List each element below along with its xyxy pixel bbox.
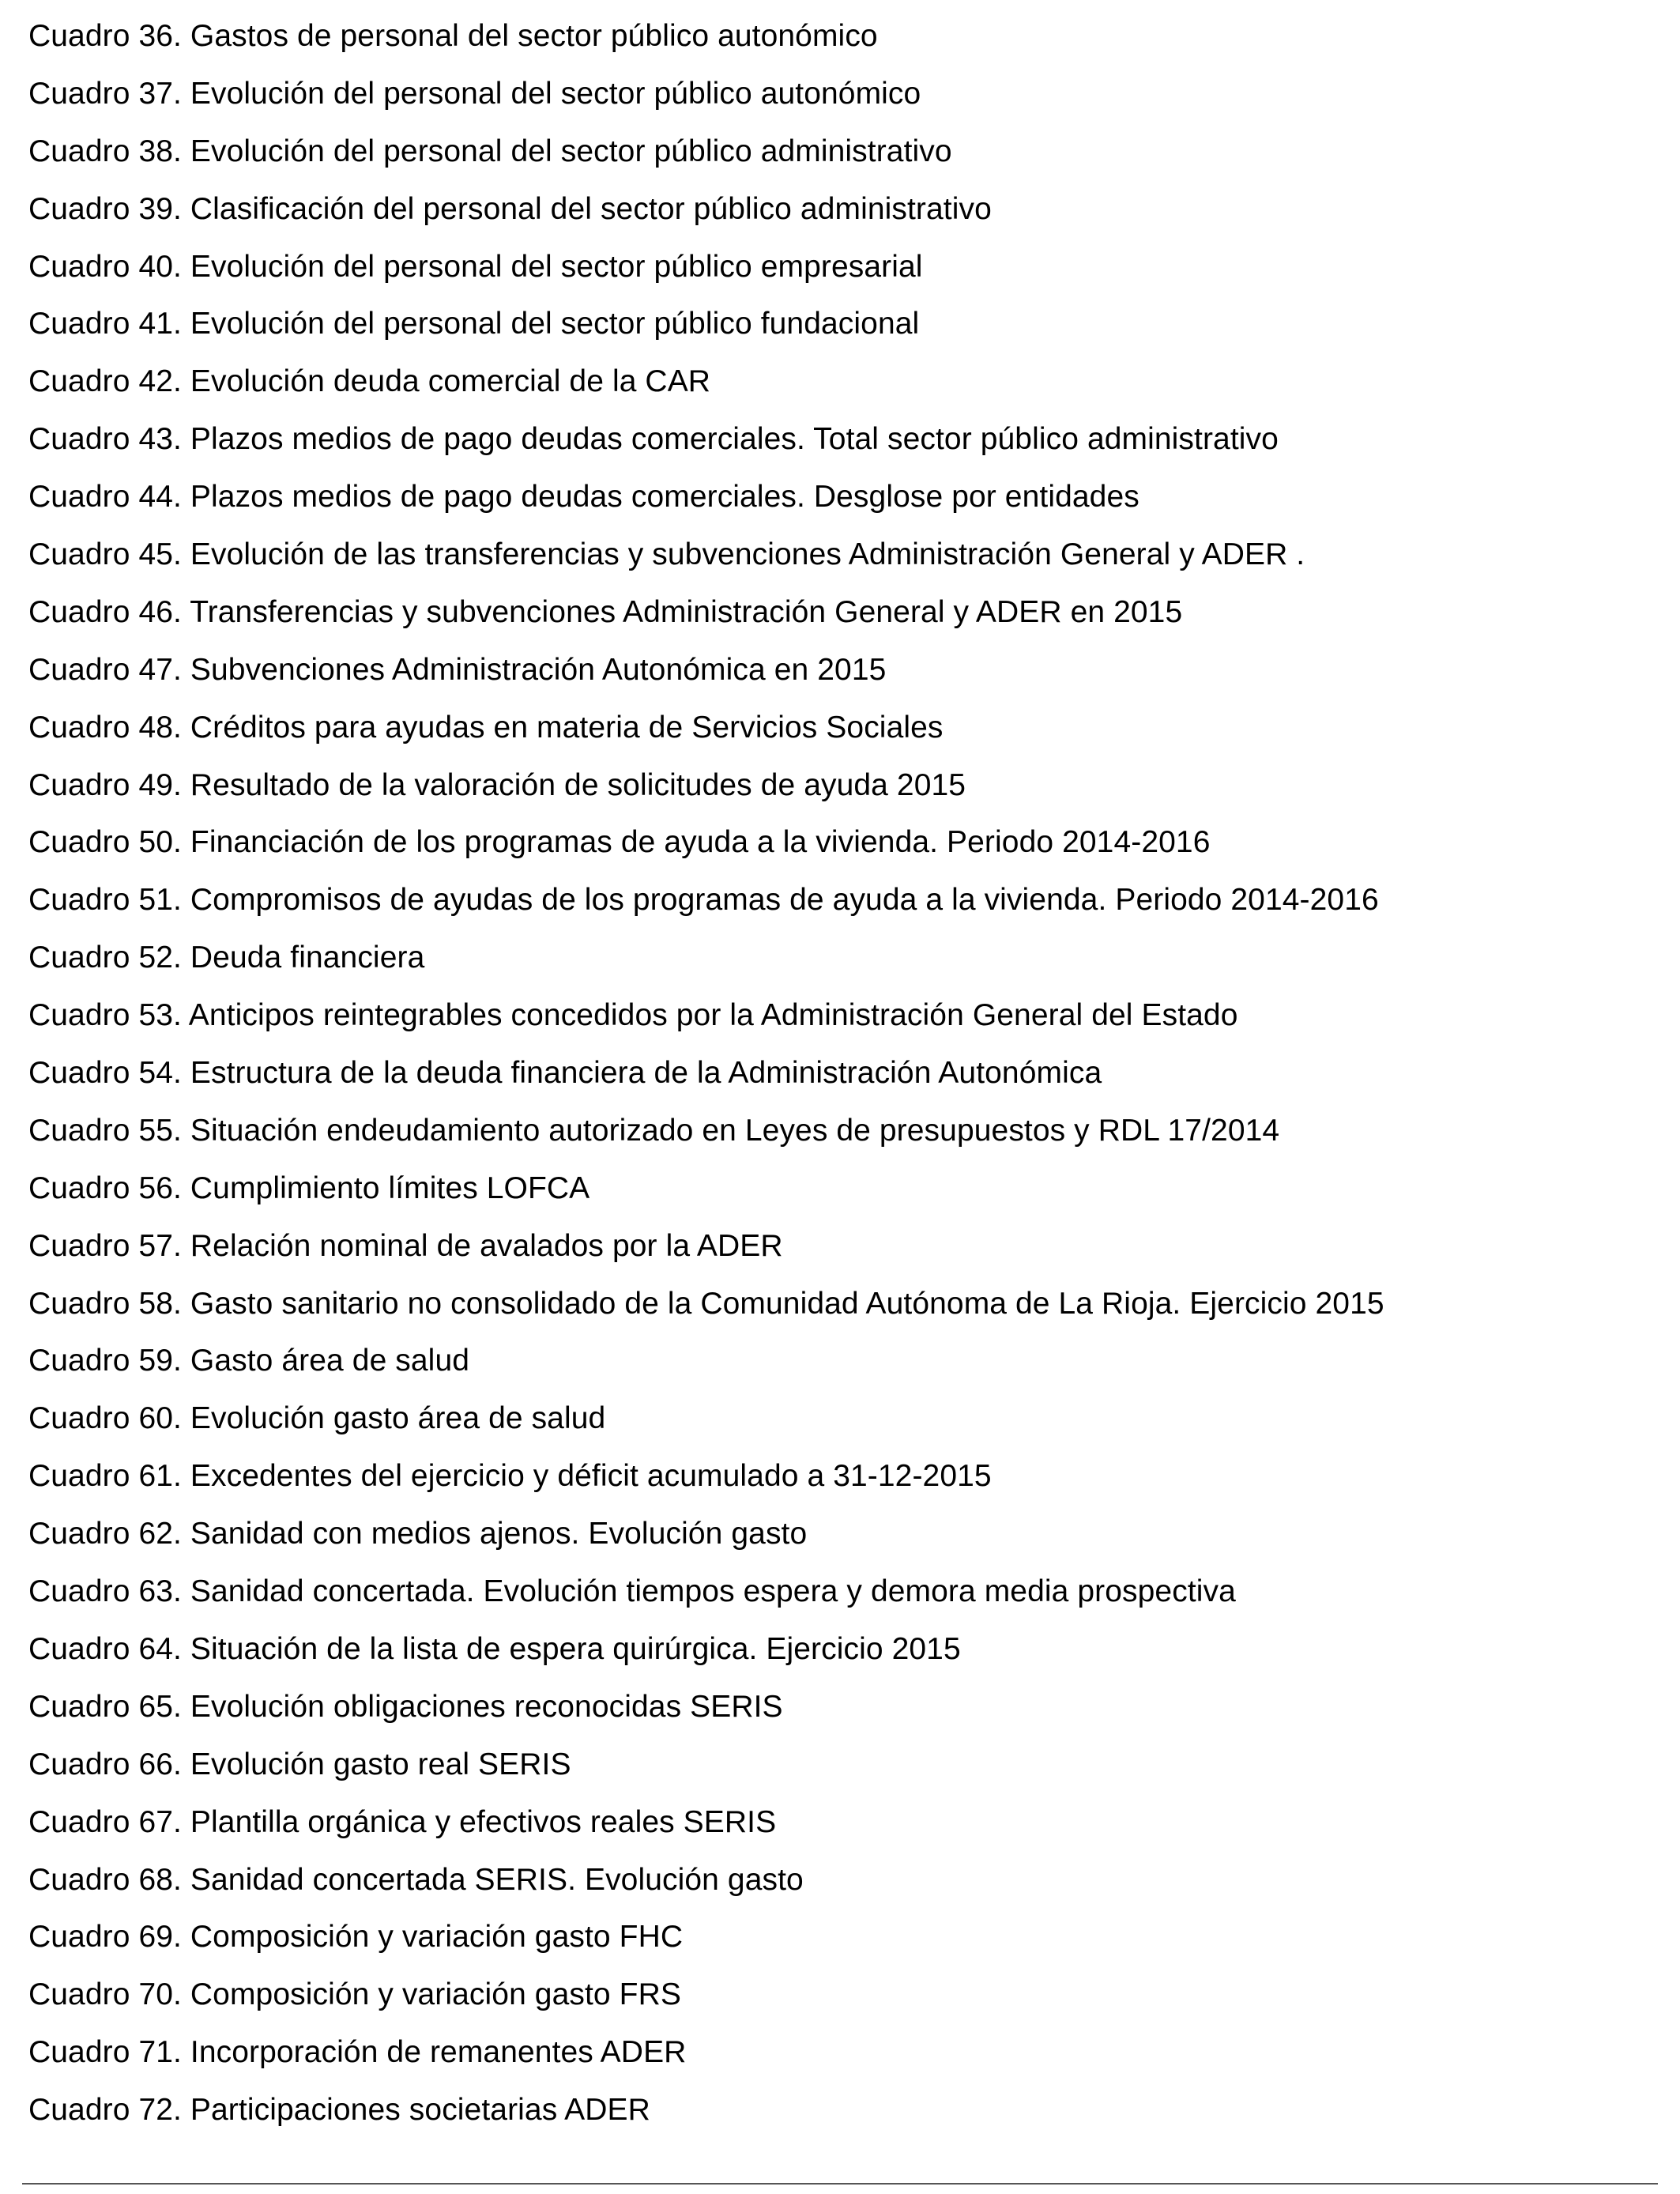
list-item: Cuadro 36. Gastos de personal del sector público autonómico	[28, 19, 878, 53]
list-item: Cuadro 62. Sanidad con medios ajenos. Evolución gasto	[28, 1517, 808, 1551]
list-item: Cuadro 41. Evolución del personal del sector público fundacional	[28, 307, 920, 341]
list-item: Cuadro 72. Participaciones societarias ADER	[28, 2093, 650, 2128]
list-item: Cuadro 48. Créditos para ayudas en materia de Servicios Sociales	[28, 710, 944, 745]
list-item: Cuadro 55. Situación endeudamiento autorizado en Leyes de presupuestos y RDL 17/2014	[28, 1113, 1280, 1148]
list-item: Cuadro 66. Evolución gasto real SERIS	[28, 1747, 571, 1781]
list-item: Cuadro 61. Excedentes del ejercicio y déficit acumulado a 31-12-2015	[28, 1459, 992, 1494]
list-item: Cuadro 67. Plantilla orgánica y efectivos reales SERIS	[28, 1804, 777, 1839]
list-item: Cuadro 47. Subvenciones Administración Autonómica en 2015	[28, 652, 887, 687]
list-item: Cuadro 46. Transferencias y subvenciones Administración General y ADER en 2015	[28, 594, 1183, 629]
list-item: Cuadro 63. Sanidad concertada. Evolución tiempos espera y demora media prospectiva	[28, 1574, 1236, 1609]
list-item: Cuadro 60. Evolución gasto área de salud	[28, 1401, 606, 1436]
list-item: Cuadro 37. Evolución del personal del sector público autonómico	[28, 76, 921, 111]
list-item: Cuadro 39. Clasificación del personal del sector público administrativo	[28, 191, 992, 226]
list-item: Cuadro 59. Gasto área de salud	[28, 1344, 470, 1378]
list-item: Cuadro 68. Sanidad concertada SERIS. Evolución gasto	[28, 1862, 804, 1897]
list-item: Cuadro 70. Composición y variación gasto FRS	[28, 1977, 681, 2012]
list-item: Cuadro 51. Compromisos de ayudas de los programas de ayuda a la vivienda. Periodo 2014-2016	[28, 883, 1379, 918]
list-item: Cuadro 54. Estructura de la deuda financiera de la Administración Autonómica	[28, 1056, 1102, 1091]
list-item: Cuadro 53. Anticipos reintegrables concedidos por la Administración General del Estado	[28, 998, 1238, 1033]
list-item: Cuadro 45. Evolución de las transferencias y subvenciones Administración General y ADER .	[28, 537, 1305, 572]
list-item: Cuadro 57. Relación nominal de avalados por la ADER	[28, 1228, 783, 1263]
list-item: Cuadro 49. Resultado de la valoración de solicitudes de ayuda 2015	[28, 767, 966, 802]
list-item: Cuadro 43. Plazos medios de pago deudas comerciales. Total sector público administrativo	[28, 422, 1279, 457]
list-item: Cuadro 69. Composición y variación gasto FHC	[28, 1920, 684, 1955]
table-list	[28, 14, 1648, 2146]
list-item: Cuadro 71. Incorporación de remanentes ADER	[28, 2035, 687, 2070]
list-item: Cuadro 50. Financiación de los programas de ayuda a la vivienda. Periodo 2014-2016	[28, 825, 1211, 860]
list-item: Cuadro 65. Evolución obligaciones reconocidas SERIS	[28, 1689, 783, 1724]
list-item: Cuadro 56. Cumplimiento límites LOFCA	[28, 1171, 590, 1205]
list-item: Cuadro 42. Evolución deuda comercial de la CAR	[28, 364, 711, 399]
list-item: Cuadro 40. Evolución del personal del sector público empresarial	[28, 249, 923, 284]
list-item: Cuadro 44. Plazos medios de pago deudas comerciales. Desglose por entidades	[28, 480, 1139, 515]
footer-divider	[22, 2183, 1658, 2185]
list-item: Cuadro 52. Deuda financiera	[28, 941, 425, 975]
list-item: Cuadro 58. Gasto sanitario no consolidado de la Comunidad Autónoma de La Rioja. Ejercicio 2015	[28, 1286, 1384, 1321]
list-item: Cuadro 64. Situación de la lista de espera quirúrgica. Ejercicio 2015	[28, 1631, 961, 1666]
list-item: Cuadro 38. Evolución del personal del sector público administrativo	[28, 134, 952, 168]
